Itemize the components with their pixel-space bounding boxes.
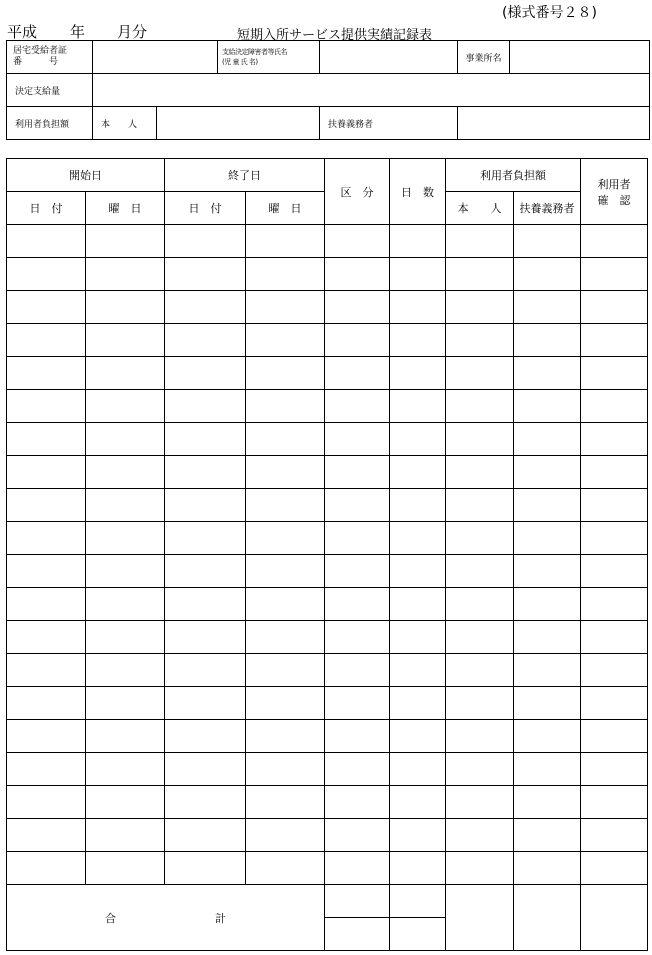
user-confirm-cell[interactable] — [581, 291, 648, 324]
self-header: 本 人 — [446, 192, 514, 225]
user-confirm-cell[interactable] — [581, 324, 648, 357]
category-cell[interactable] — [325, 225, 390, 258]
user-confirm-cell[interactable] — [581, 522, 648, 555]
self-burden-cell[interactable] — [446, 357, 514, 390]
start-day-header: 日 付 — [7, 192, 86, 225]
dependent-burden-cell[interactable] — [514, 753, 581, 786]
category-header: 区 分 — [325, 159, 390, 225]
start-day-cell[interactable] — [7, 654, 86, 687]
start-day-cell[interactable] — [7, 225, 86, 258]
end-weekday-cell[interactable] — [246, 687, 325, 720]
start-weekday-cell[interactable] — [86, 720, 165, 753]
days-cell[interactable] — [390, 258, 446, 291]
table-row — [7, 324, 648, 357]
end-date-header: 終了日 — [165, 159, 325, 192]
table-row — [7, 390, 648, 423]
dependent-burden-cell[interactable] — [514, 555, 581, 588]
category-cell[interactable] — [325, 390, 390, 423]
end-day-cell[interactable] — [165, 456, 246, 489]
dependent-burden-cell[interactable] — [514, 489, 581, 522]
user-burden-header: 利用者負担額 — [446, 159, 581, 192]
end-day-cell[interactable] — [165, 753, 246, 786]
self-burden-cell[interactable] — [446, 324, 514, 357]
burden-label: 利用者負担額 — [7, 107, 93, 140]
days-cell[interactable] — [390, 225, 446, 258]
recipient-cert-input[interactable] — [93, 41, 218, 74]
start-day-cell[interactable] — [7, 291, 86, 324]
end-day-cell[interactable] — [165, 357, 246, 390]
start-weekday-cell[interactable] — [86, 258, 165, 291]
end-weekday-cell[interactable] — [246, 390, 325, 423]
office-input[interactable] — [510, 41, 650, 74]
start-day-cell[interactable] — [7, 588, 86, 621]
user-confirm-cell[interactable] — [581, 390, 648, 423]
start-weekday-cell[interactable] — [86, 489, 165, 522]
dependent-header: 扶養義務者 — [514, 192, 581, 225]
start-weekday-cell[interactable] — [86, 654, 165, 687]
dependent-burden-cell[interactable] — [514, 291, 581, 324]
start-day-cell[interactable] — [7, 324, 86, 357]
dependent-burden-cell[interactable] — [514, 225, 581, 258]
user-confirm-cell[interactable] — [581, 852, 648, 885]
start-weekday-cell[interactable] — [86, 225, 165, 258]
total-category-cell-2[interactable] — [325, 918, 390, 951]
table-row — [7, 621, 648, 654]
category-cell[interactable] — [325, 258, 390, 291]
end-weekday-cell[interactable] — [246, 522, 325, 555]
dependent-burden-cell[interactable] — [514, 654, 581, 687]
record-table — [6, 158, 648, 951]
end-day-cell[interactable] — [165, 687, 246, 720]
guardian-name-input[interactable] — [320, 41, 458, 74]
total-self-cell[interactable] — [446, 885, 514, 951]
dependent-burden-cell[interactable] — [514, 588, 581, 621]
form-title: 短期入所サービス提供実績記録表 — [237, 28, 433, 43]
user-confirm-cell[interactable] — [581, 786, 648, 819]
days-cell[interactable] — [390, 720, 446, 753]
start-weekday-cell[interactable] — [86, 324, 165, 357]
start-day-cell[interactable] — [7, 819, 86, 852]
start-weekday-cell[interactable] — [86, 687, 165, 720]
dependent-burden-cell[interactable] — [514, 456, 581, 489]
office-label: 事業所名 — [458, 41, 510, 74]
category-cell[interactable] — [325, 852, 390, 885]
end-weekday-cell[interactable] — [246, 555, 325, 588]
days-cell[interactable] — [390, 555, 446, 588]
category-cell[interactable] — [325, 357, 390, 390]
start-weekday-cell[interactable] — [86, 291, 165, 324]
days-cell[interactable] — [390, 852, 446, 885]
start-day-cell[interactable] — [7, 456, 86, 489]
self-burden-cell[interactable] — [446, 456, 514, 489]
category-cell[interactable] — [325, 786, 390, 819]
category-cell[interactable] — [325, 489, 390, 522]
user-confirm-header: 利用者 確 認 — [581, 159, 648, 225]
end-day-cell[interactable] — [165, 852, 246, 885]
self-burden-cell[interactable] — [446, 621, 514, 654]
end-day-cell[interactable] — [165, 588, 246, 621]
self-burden-cell[interactable] — [446, 225, 514, 258]
table-row — [7, 819, 648, 852]
start-day-cell[interactable] — [7, 687, 86, 720]
table-row — [7, 753, 648, 786]
dependent-burden-cell[interactable] — [514, 390, 581, 423]
days-cell[interactable] — [390, 786, 446, 819]
self-burden-cell[interactable] — [446, 819, 514, 852]
end-day-cell[interactable] — [165, 522, 246, 555]
dependent-burden-cell[interactable] — [514, 324, 581, 357]
end-day-cell[interactable] — [165, 258, 246, 291]
user-confirm-cell[interactable] — [581, 654, 648, 687]
start-weekday-cell[interactable] — [86, 357, 165, 390]
end-day-cell[interactable] — [165, 654, 246, 687]
end-weekday-cell[interactable] — [246, 291, 325, 324]
recipient-cert-label: 居宅受給者証 番 号 — [7, 41, 93, 74]
dependent-burden-cell[interactable] — [514, 687, 581, 720]
self-burden-cell[interactable] — [446, 291, 514, 324]
self-burden-cell[interactable] — [446, 522, 514, 555]
end-day-cell[interactable] — [165, 423, 246, 456]
decided-amount-input[interactable] — [93, 74, 650, 107]
end-day-cell[interactable] — [165, 555, 246, 588]
start-day-cell[interactable] — [7, 390, 86, 423]
self-burden-cell[interactable] — [446, 687, 514, 720]
table-row — [7, 291, 648, 324]
start-day-cell[interactable] — [7, 720, 86, 753]
days-cell[interactable] — [390, 390, 446, 423]
end-day-cell[interactable] — [165, 225, 246, 258]
end-day-cell[interactable] — [165, 720, 246, 753]
table-row — [7, 489, 648, 522]
table-row — [7, 225, 648, 258]
end-day-cell[interactable] — [165, 786, 246, 819]
total-dependent-cell[interactable] — [514, 885, 581, 951]
category-cell[interactable] — [325, 654, 390, 687]
start-weekday-cell[interactable] — [86, 588, 165, 621]
end-weekday-cell[interactable] — [246, 423, 325, 456]
category-cell[interactable] — [325, 522, 390, 555]
category-cell[interactable] — [325, 588, 390, 621]
end-weekday-cell[interactable] — [246, 258, 325, 291]
era-label: 平成 — [7, 23, 38, 41]
user-confirm-cell[interactable] — [581, 225, 648, 258]
days-cell[interactable] — [390, 753, 446, 786]
dependent-label: 扶養義務者 — [320, 107, 458, 140]
start-weekday-cell[interactable] — [86, 456, 165, 489]
end-weekday-cell[interactable] — [246, 654, 325, 687]
category-cell[interactable] — [325, 687, 390, 720]
self-burden-cell[interactable] — [446, 423, 514, 456]
end-day-cell[interactable] — [165, 390, 246, 423]
table-row — [7, 588, 648, 621]
start-day-cell[interactable] — [7, 357, 86, 390]
user-confirm-cell[interactable] — [581, 588, 648, 621]
dependent-burden-cell[interactable] — [514, 786, 581, 819]
user-confirm-cell[interactable] — [581, 819, 648, 852]
table-row — [7, 720, 648, 753]
days-cell[interactable] — [390, 522, 446, 555]
dependent-burden-cell[interactable] — [514, 357, 581, 390]
end-weekday-cell[interactable] — [246, 720, 325, 753]
user-confirm-cell[interactable] — [581, 720, 648, 753]
total-category-cell[interactable] — [325, 885, 390, 918]
category-cell[interactable] — [325, 819, 390, 852]
self-burden-cell[interactable] — [446, 786, 514, 819]
dependent-burden-cell[interactable] — [514, 423, 581, 456]
year-label: 年 — [70, 23, 86, 41]
decided-amount-label: 決定支給量 — [7, 74, 93, 107]
start-day-cell[interactable] — [7, 621, 86, 654]
self-burden-cell[interactable] — [446, 588, 514, 621]
days-cell[interactable] — [390, 588, 446, 621]
end-weekday-header: 曜 日 — [246, 192, 325, 225]
form-number: (様式番号２８) — [502, 5, 597, 21]
category-cell[interactable] — [325, 423, 390, 456]
start-date-header: 開始日 — [7, 159, 165, 192]
end-day-cell[interactable] — [165, 621, 246, 654]
dependent-burden-cell[interactable] — [514, 621, 581, 654]
table-row — [7, 357, 648, 390]
start-weekday-cell[interactable] — [86, 522, 165, 555]
end-weekday-cell[interactable] — [246, 588, 325, 621]
start-day-cell[interactable] — [7, 258, 86, 291]
start-weekday-header: 曜 日 — [86, 192, 165, 225]
days-cell[interactable] — [390, 654, 446, 687]
end-day-cell[interactable] — [165, 324, 246, 357]
table-row — [7, 258, 648, 291]
end-weekday-cell[interactable] — [246, 357, 325, 390]
self-burden-cell[interactable] — [446, 852, 514, 885]
days-header: 日 数 — [390, 159, 446, 225]
table-row — [7, 423, 648, 456]
table-row — [7, 522, 648, 555]
user-confirm-cell[interactable] — [581, 489, 648, 522]
days-cell[interactable] — [390, 489, 446, 522]
start-weekday-cell[interactable] — [86, 819, 165, 852]
start-weekday-cell[interactable] — [86, 852, 165, 885]
start-weekday-cell[interactable] — [86, 423, 165, 456]
start-weekday-cell[interactable] — [86, 786, 165, 819]
end-weekday-cell[interactable] — [246, 225, 325, 258]
dependent-burden-cell[interactable] — [514, 522, 581, 555]
user-confirm-cell[interactable] — [581, 555, 648, 588]
end-weekday-cell[interactable] — [246, 324, 325, 357]
end-weekday-cell[interactable] — [246, 489, 325, 522]
start-weekday-cell[interactable] — [86, 753, 165, 786]
category-cell[interactable] — [325, 720, 390, 753]
start-day-cell[interactable] — [7, 522, 86, 555]
start-day-cell[interactable] — [7, 555, 86, 588]
dependent-burden-cell[interactable] — [514, 258, 581, 291]
end-weekday-cell[interactable] — [246, 786, 325, 819]
start-weekday-cell[interactable] — [86, 390, 165, 423]
category-cell[interactable] — [325, 291, 390, 324]
category-cell[interactable] — [325, 324, 390, 357]
user-confirm-cell[interactable] — [581, 423, 648, 456]
start-day-cell[interactable] — [7, 489, 86, 522]
month-label: 月分 — [117, 23, 148, 41]
table-row — [7, 786, 648, 819]
category-cell[interactable] — [325, 753, 390, 786]
category-cell[interactable] — [325, 456, 390, 489]
end-weekday-cell[interactable] — [246, 456, 325, 489]
self-burden-cell[interactable] — [446, 654, 514, 687]
dependent-burden-cell[interactable] — [514, 819, 581, 852]
start-weekday-cell[interactable] — [86, 555, 165, 588]
total-confirm-cell[interactable] — [581, 885, 648, 951]
self-burden-cell[interactable] — [446, 753, 514, 786]
info-table — [6, 40, 650, 140]
end-weekday-cell[interactable] — [246, 621, 325, 654]
user-confirm-cell[interactable] — [581, 258, 648, 291]
end-weekday-cell[interactable] — [246, 753, 325, 786]
user-confirm-cell[interactable] — [581, 753, 648, 786]
total-days-cell[interactable] — [390, 885, 446, 918]
days-cell[interactable] — [390, 357, 446, 390]
end-weekday-cell[interactable] — [246, 852, 325, 885]
table-row — [7, 687, 648, 720]
dependent-burden-cell[interactable] — [514, 852, 581, 885]
days-cell[interactable] — [390, 291, 446, 324]
end-weekday-cell[interactable] — [246, 819, 325, 852]
days-cell[interactable] — [390, 324, 446, 357]
self-burden-input[interactable] — [157, 107, 320, 140]
total-days-cell-2[interactable] — [390, 918, 446, 951]
end-day-header: 日 付 — [165, 192, 246, 225]
table-row — [7, 654, 648, 687]
days-cell[interactable] — [390, 423, 446, 456]
category-cell[interactable] — [325, 621, 390, 654]
category-cell[interactable] — [325, 555, 390, 588]
end-day-cell[interactable] — [165, 819, 246, 852]
start-day-cell[interactable] — [7, 852, 86, 885]
self-burden-cell[interactable] — [446, 555, 514, 588]
self-burden-cell[interactable] — [446, 258, 514, 291]
self-burden-cell[interactable] — [446, 489, 514, 522]
days-cell[interactable] — [390, 819, 446, 852]
end-day-cell[interactable] — [165, 489, 246, 522]
self-label: 本 人 — [93, 107, 157, 140]
self-burden-cell[interactable] — [446, 390, 514, 423]
user-confirm-cell[interactable] — [581, 357, 648, 390]
days-cell[interactable] — [390, 687, 446, 720]
start-day-cell[interactable] — [7, 753, 86, 786]
user-confirm-cell[interactable] — [581, 687, 648, 720]
user-confirm-cell[interactable] — [581, 456, 648, 489]
table-row — [7, 456, 648, 489]
dependent-burden-input[interactable] — [458, 107, 650, 140]
days-cell[interactable] — [390, 621, 446, 654]
start-weekday-cell[interactable] — [86, 621, 165, 654]
guardian-name-label: 支給決定障害者等氏名 (児 童 氏 名) — [218, 41, 320, 74]
start-day-cell[interactable] — [7, 786, 86, 819]
days-cell[interactable] — [390, 456, 446, 489]
total-label: 合 計 — [7, 885, 325, 951]
self-burden-cell[interactable] — [446, 720, 514, 753]
start-day-cell[interactable] — [7, 423, 86, 456]
dependent-burden-cell[interactable] — [514, 720, 581, 753]
table-row — [7, 852, 648, 885]
user-confirm-cell[interactable] — [581, 621, 648, 654]
end-day-cell[interactable] — [165, 291, 246, 324]
table-row — [7, 555, 648, 588]
